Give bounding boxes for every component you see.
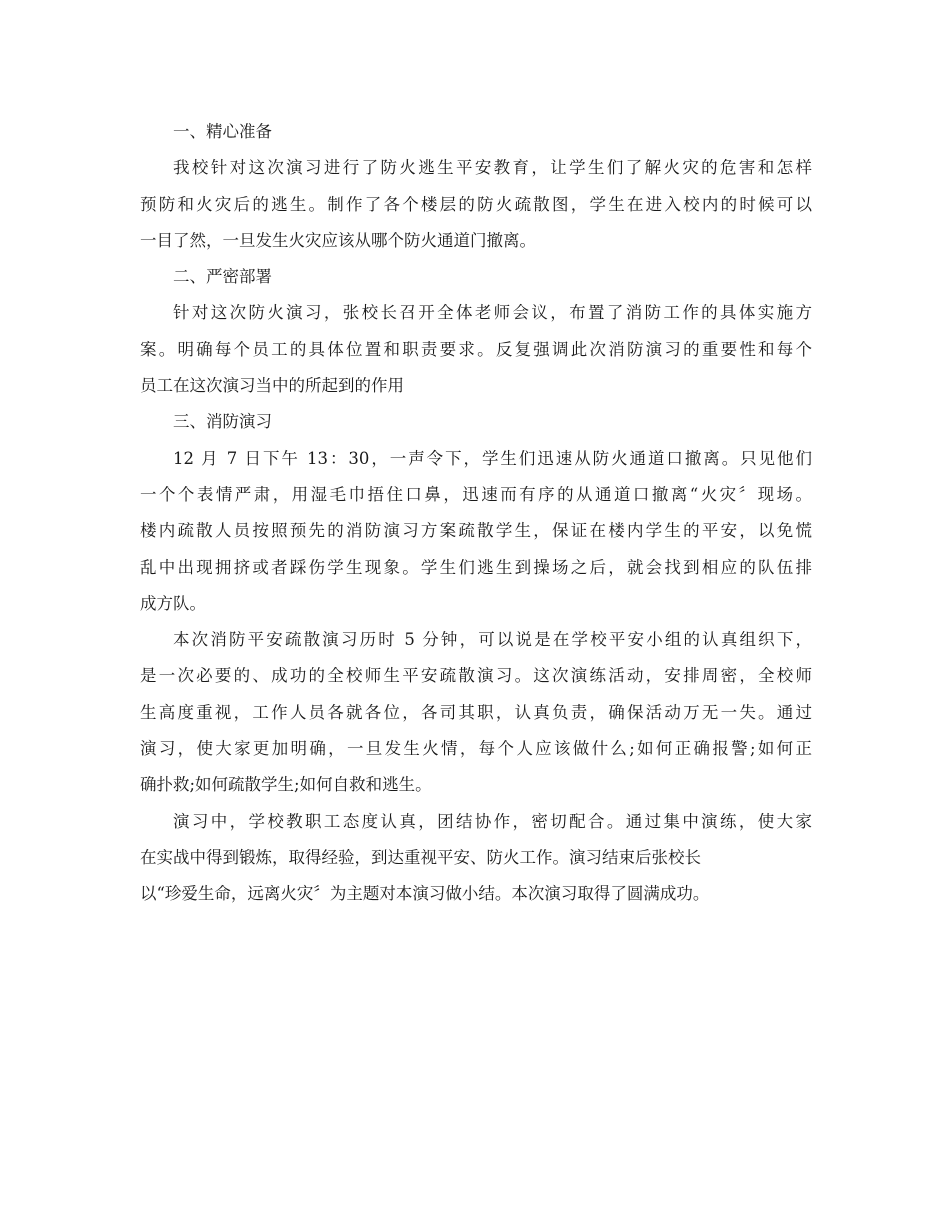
text-line: 一目了然，一旦发生火灾应该从哪个防火通道门撤离。 — [140, 230, 536, 250]
paragraph-deployment — [140, 295, 812, 404]
section-heading-drill: 三、消防演习 — [173, 412, 272, 432]
text-line: 员工在这次演习当中的所起到的作用 — [140, 376, 404, 396]
paragraph-drill-conclusion — [140, 804, 812, 913]
paragraph-drill-process — [140, 441, 812, 622]
text-line: 一个个表情严肃，用湿毛巾捂住口鼻，迅速而有序的从通道口撤离“火灾〞现场。 — [140, 484, 812, 504]
paragraph-drill-summary — [140, 622, 812, 803]
text-line: 演习，使大家更加明确，一旦发生火情，每个人应该做什么;如何正确报警;如何正 — [140, 739, 812, 759]
text-line: 针对这次防火演习，张校长召开全体老师会议，布置了消防工作的具体实施方 — [173, 303, 812, 323]
section-heading-deployment: 二、严密部署 — [173, 267, 272, 287]
text-line: 乱中出现拥挤或者踩伤学生现象。学生们逃生到操场之后，就会找到相应的队伍排 — [140, 557, 812, 577]
document-body — [140, 114, 812, 913]
paragraph-preparation — [140, 150, 812, 259]
text-line: 本次消防平安疏散演习历时 5 分钟，可以说是在学校平安小组的认真组织下， — [173, 630, 812, 650]
section-heading-preparation: 一、精心准备 — [173, 122, 272, 141]
text-line: 确扑救;如何疏散学生;如何自救和逃生。 — [140, 775, 432, 795]
text-line: 12 月 7 日下午 13：30，一声令下，学生们迅速从防火通道口撤离。只见他们 — [173, 448, 812, 468]
text-line: 成方队。 — [140, 593, 206, 613]
text-line: 案。明确每个员工的具体位置和职责要求。反复强调此次消防演习的重要性和每个 — [140, 339, 812, 359]
text-line: 在实战中得到锻炼，取得经验，到达重视平安、防火工作。演习结束后张校长 — [140, 847, 701, 867]
text-line: 预防和火灾后的逃生。制作了各个楼层的防火疏散图，学生在进入校内的时候可以 — [140, 194, 812, 214]
text-line: 楼内疏散人员按照预先的消防演习方案疏散学生，保证在楼内学生的平安，以免慌 — [140, 521, 812, 541]
text-line: 是一次必要的、成功的全校师生平安疏散演习。这次演练活动，安排周密，全校师 — [140, 666, 812, 686]
text-line: 生高度重视，工作人员各就各位，各司其职，认真负责，确保活动万无一失。通过 — [140, 702, 812, 722]
text-line: 演习中，学校教职工态度认真，团结协作，密切配合。通过集中演练，使大家 — [173, 811, 812, 831]
text-line: 我校针对这次演习进行了防火逃生平安教育，让学生们了解火灾的危害和怎样 — [173, 158, 812, 178]
text-line: 以“珍爱生命，远离火灾〞为主题对本演习做小结。本次演习取得了圆满成功。 — [140, 884, 710, 904]
